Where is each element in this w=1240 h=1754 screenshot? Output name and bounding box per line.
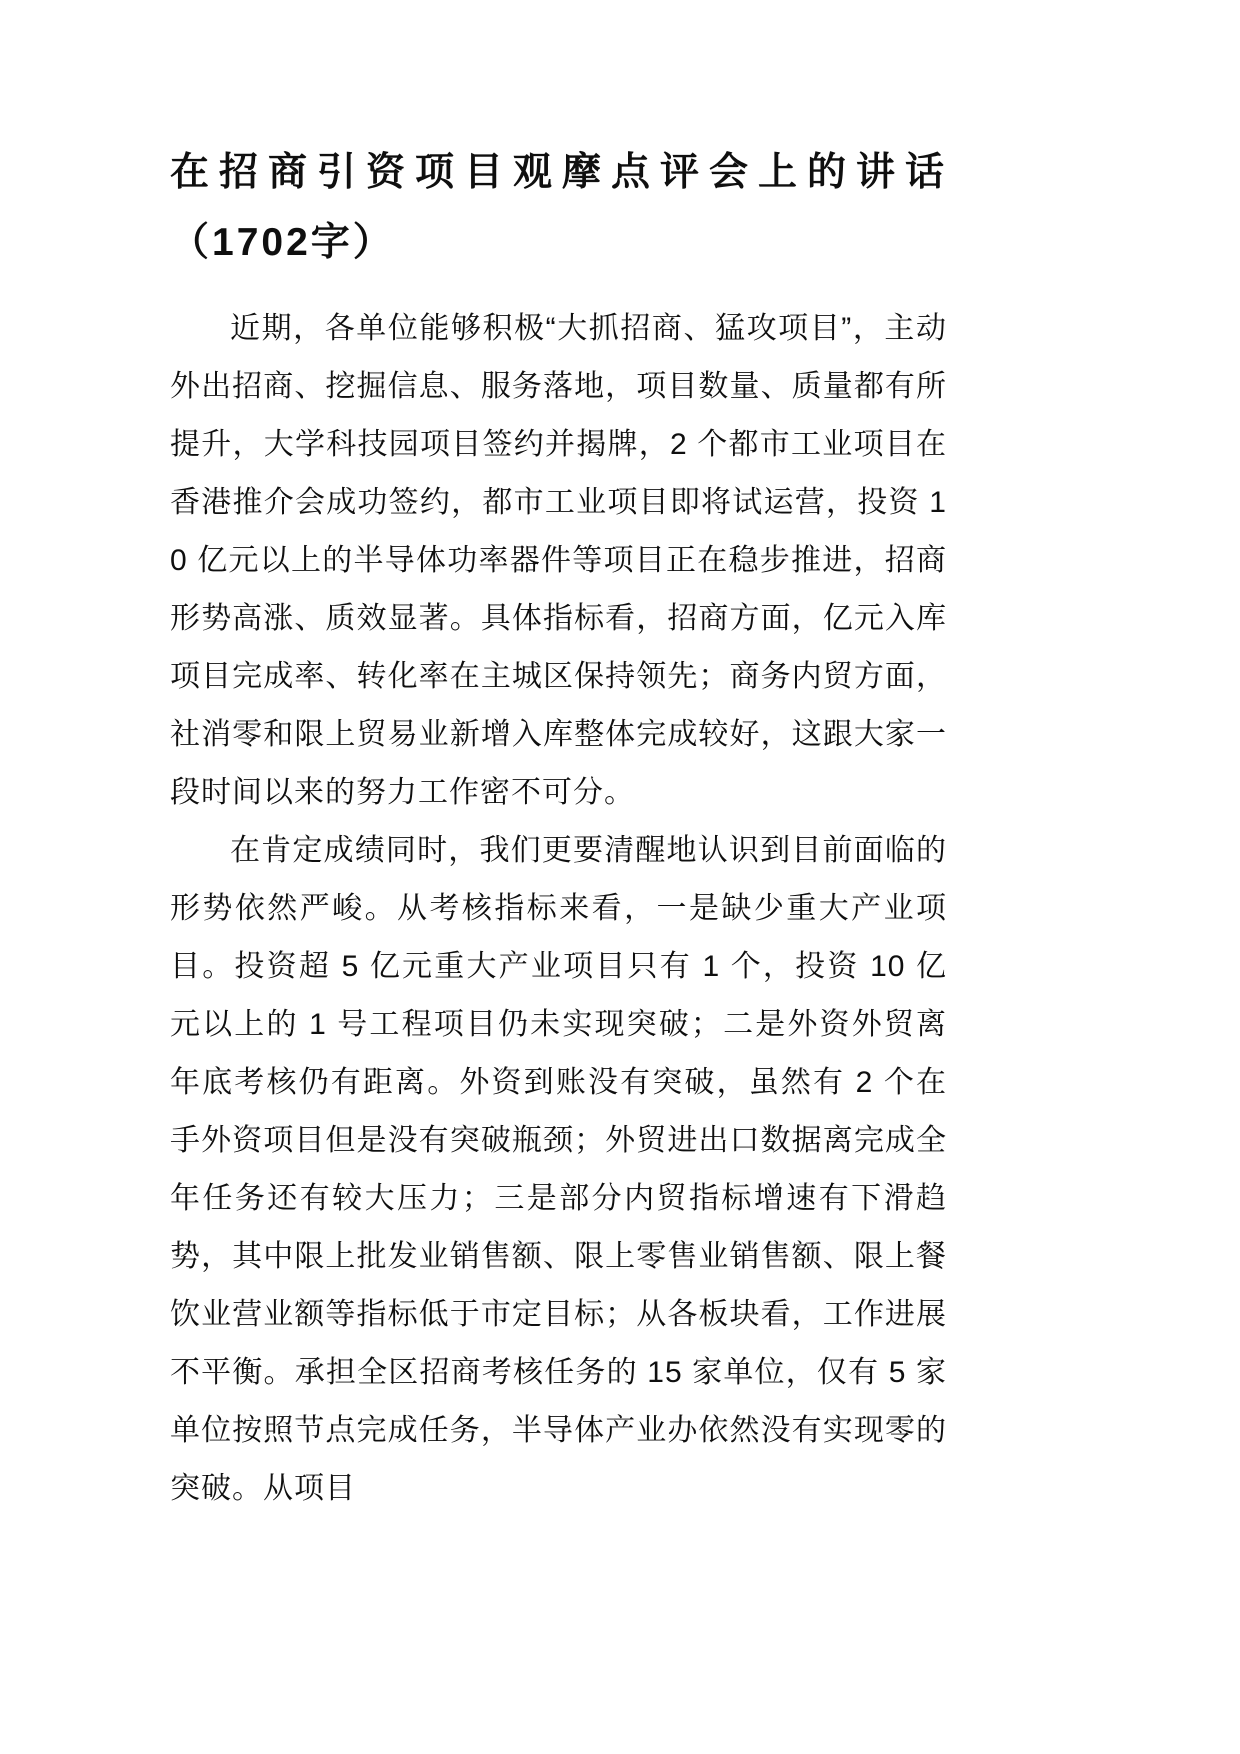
paragraph-2: 在肯定成绩同时，我们更要清醒地认识到目前面临的形势依然严峻。从考核指标来看，一是缺少重大产业项目。投资超 5 亿元重大产业项目只有 1 个，投资 10 亿元以上的 1 号工程项目仍未实现突破；二是外资外贸离年底考核仍有距离。外资到账没有突破，虽然有 2 个在手外资项目但是没有突破瓶颈；外贸进出口数据离完成全年任务还有较大压力；三是部分内贸指标增速有下滑趋势，其中限上批发业销售额、限上零售业销售额、限上餐饮业营业额等指标低于市定目标；从各板块看，工作进展不平衡。承担全区招商考核任务的 15 家单位，仅有 5 家单位按照节点完成任务，半导体产业办依然没有实现零的突破。从项目 xyxy=(170,834,947,1505)
document-title: 在招商引资项目观摩点评会上的讲话（1702字） xyxy=(170,151,947,264)
paragraph-1: 近期，各单位能够积极“大抓招商、猛攻项目”，主动外出招商、挖掘信息、服务落地，项目数量、质量都有所提升，大学科技园项目签约并揭牌，2 个都市工业项目在香港推介会成功签约，都市工业项目即将试运营，投资 10 亿元以上的半导体功率器件等项目正在稳步推进，招商形势高涨、质效显著。具体指标看，招商方面，亿元入库项目完成率、转化率在主城区保持领先；商务内贸方面，社消零和限上贸易业新增入库整体完成较好，这跟大家一段时间以来的努力工作密不可分。 xyxy=(170,312,947,809)
